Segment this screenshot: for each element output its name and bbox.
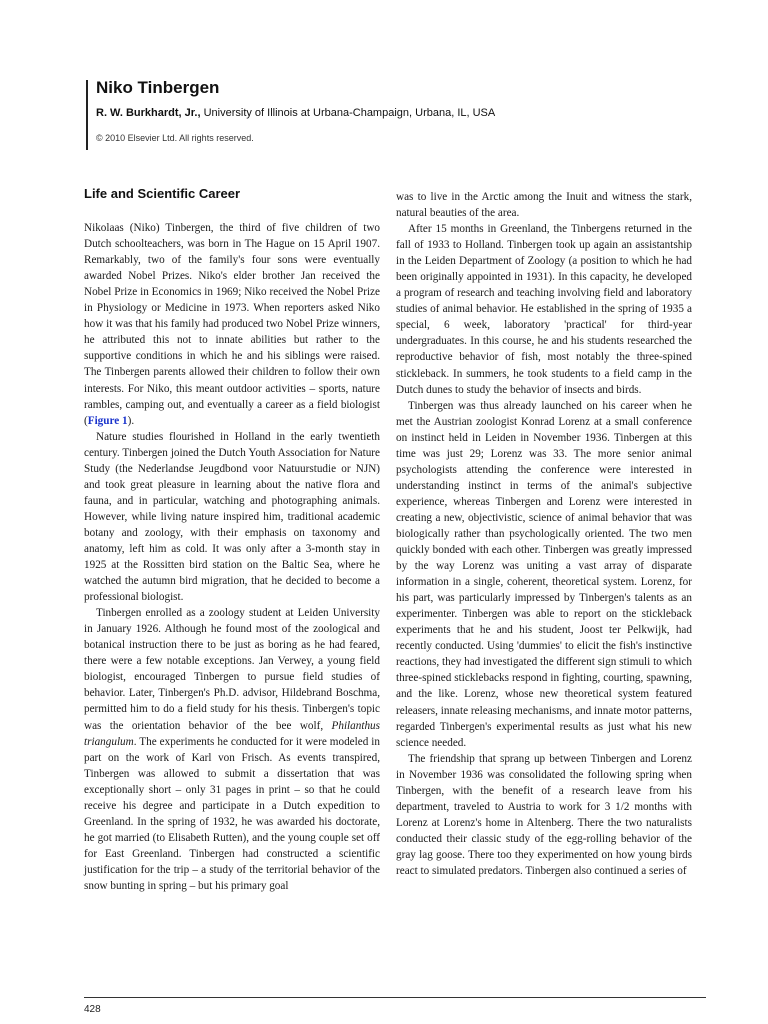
footer-rule — [84, 997, 706, 998]
author-name: R. W. Burkhardt, Jr., — [96, 107, 201, 119]
article-title: Niko Tinbergen — [96, 78, 220, 97]
paragraph: Tinbergen was thus already launched on his career when he met the Austrian zoologist Konrad Lorenz at a small conference on instinct held in Leiden in November 1936. Tinbergen at this time was just 29; Lorenz was 33. The more senior animal psychologists attending the conference were interested in understanding instinct in terms of the animal's subjective experience, whereas Tinbergen and Lorenz were interested in creating a new, objectivistic, science of animal behavior that was biologically rather than psychologically oriented. The two men quickly bonded with each other. Tinbergen was greatly impressed by the way Lorenz was uniting a vast array of disparate information in a single, coherent, theoretical system. Lorenz, for his part, was particularly impressed by Tinbergen's talents as an experimenter. Tinbergen was able to report on the stickleback experiments that he and his student, Joost ter Pelkwijk, had recently conducted. Using 'dummies' to elicit the fish's instinctive reactions, they had investigated the different sign stimuli to which three-spined sticklebacks respond in fighting, courting, spawning, and the like. Lorenz, whose new theoretical system featured releasers, innate releasing mechanisms, and innate motor patterns, regarded Tinbergen's experimental results as just what his new science needed. — [396, 399, 692, 749]
paragraph — [84, 220, 380, 429]
paragraph: The friendship that sprang up between Tinbergen and Lorenz in November 1936 was consolidated the following spring when Tinbergen, with the benefit of a research leave from his department, traveled to Austria to work for 3 1/2 months with Lorenz at Lorenz's home in Altenberg. There the two naturalists conducted their classic study of the egg-rolling behavior of the gray lag goose. There too they experimented on how young birds react to simulated predators. Tinbergen also continued a series of — [396, 752, 692, 877]
page-number: 428 — [84, 1004, 101, 1015]
paragraph: was to live in the Arctic among the Inuit and witness the stark, natural beauties of the area. — [396, 191, 692, 220]
section-heading: Life and Scientific Career — [84, 186, 241, 201]
figure-1-link[interactable]: Figure 1 — [87, 414, 128, 427]
paragraph-text: Nikolaas (Niko) Tinbergen, the third of five children of two Dutch schoolteachers, was born in The Hague on 15 April 1907. Remarkably, two of the family's four sons were eventually awarded Nobel Prizes. Niko's elder brother Jan received the Nobel Prize in Economics in 1969; Niko received the Nobel Prize in Physiology or Medicine in 1973. When reporters asked Niko how it was that his family had produced two Nobel Prize winners, he attributed this not to innate abilities but rather to the supportive conditions in which he and his siblings were raised. The Tinbergen parents allowed their children to follow their own interests. For Niko, this meant outdoor activities – sports, nature rambles, camping out, and eventually a career as a field biologist ( — [84, 222, 380, 427]
left-column — [84, 186, 380, 894]
author-affiliation: University of Illinois at Urbana-Champaign, Urbana, IL, USA — [200, 107, 496, 119]
paragraph-text: ). — [127, 414, 135, 427]
paragraph-text: . The experiments he conducted for it were modeled in part on the work of Karl von Frisch. As events transpired, Tinbergen was allowed to submit a dissertation that was exceptionally short – only 31 pages in print – so that he could receive his degree and participate in a Dutch expedition to Greenland. In the spring of 1932, he was awarded his doctorate, he got married (to Elisabeth Rutten), and the young couple set off for East Greenland. Tinbergen had constructed a scientific justification for the trip – a study of the territorial behavior of the snow bunting in spring – but his primary goal — [84, 735, 380, 892]
header-accent-rule — [86, 80, 88, 150]
species-name: Philanthus triangulum — [84, 719, 380, 748]
paragraph: After 15 months in Greenland, the Tinbergens returned in the fall of 1933 to Holland. Tinbergen took up again an assistantship in the Leiden Department of Zoology (a position to which he had been originally appointed in 1931). In this capacity, he developed a program of research and teaching involving field and laboratory studies of animal behavior. He established in the spring of 1935 a special, 6 week, laboratory 'practical' for third-year undergraduates. In this course, he and his students researched the reproductive behavior of fish, most notably the three-spined stickleback. In summers, he took students to a field camp in the Dutch dunes to study the behavior of insects and birds. — [396, 223, 692, 396]
copyright-notice: © 2010 Elsevier Ltd. All rights reserved. — [96, 133, 254, 143]
right-column — [396, 189, 692, 879]
paragraph — [84, 605, 380, 894]
paragraph: Nature studies flourished in Holland in the early twentieth century. Tinbergen joined the Dutch Youth Association for Nature Study (the Nederlandse Jeugdbond voor Natuurstudie or NJN) and took great pleasure in learning about the native flora and fauna, and in particular, watching and photographing animals. However, while living nature inspired him, traditional academic botany and zoology, with their emphasis on taxonomy and anatomy, left him as cold. It was only after a 3-month stay in 1925 at the Rossitten bird station on the Baltic Sea, where he watched the autumn bird migration, that he decided to become a professional biologist. — [84, 430, 380, 604]
author-line — [96, 107, 495, 119]
paragraph-text: Tinbergen enrolled as a zoology student at Leiden University in January 1926. Although he found most of the zoological and botanical instruction there to be just as boring as he had feared, there were a few notable exceptions. Jan Verwey, a young field biologist, encouraged Tinbergen to pursue field studies of behavior. Later, Tinbergen's Ph.D. advisor, Hildebrand Boschma, permitted him to do a field study for his thesis. Tinbergen's topic was the orientation behavior of the bee wolf, — [84, 607, 380, 732]
